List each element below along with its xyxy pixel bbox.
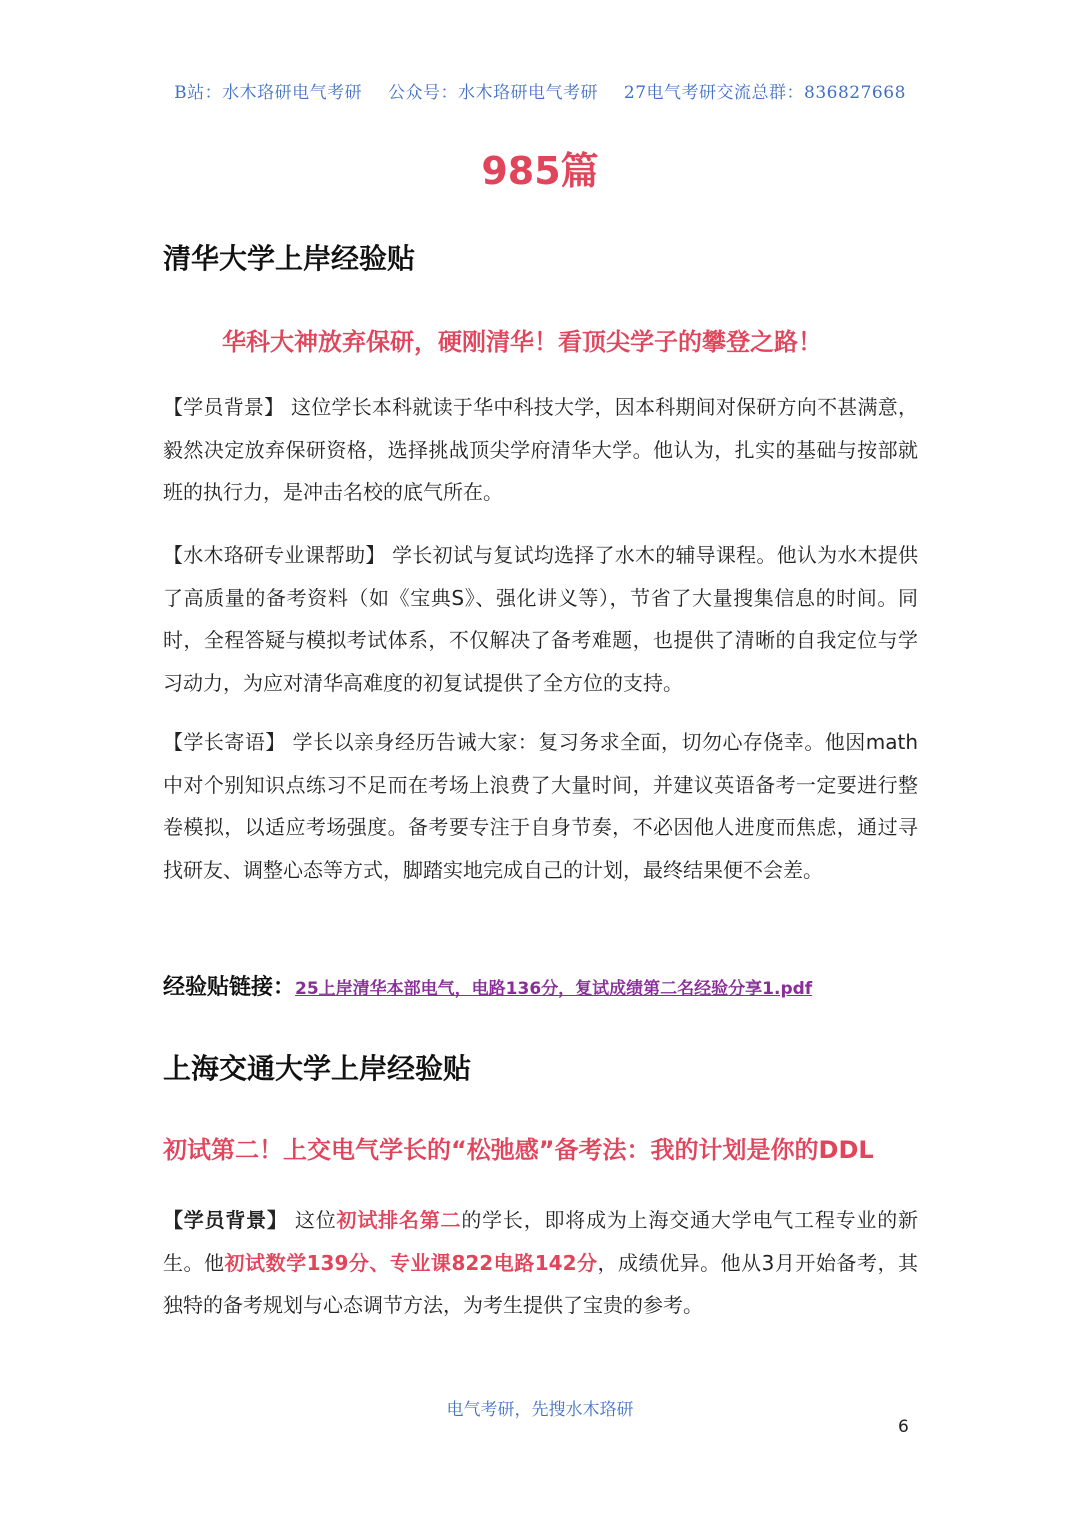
section-title-sjtu: 上海交通大学上岸经验贴 (163, 1052, 472, 1085)
link-label: 经验贴链接： (163, 975, 296, 1000)
text-b: 的学长，即将成为上海交通大学电气工程专业的新生。他 (163, 1208, 919, 1275)
paragraph-background-2 (163, 1199, 918, 1327)
experience-pdf-link[interactable]: 25上岸清华本部电气，电路136分，复试成绩第二名经验分享1.pdf (295, 979, 813, 999)
text-a: 这位 (287, 1208, 337, 1232)
page-number: 6 (898, 1417, 909, 1437)
paragraph-help (163, 534, 918, 704)
header-group: 27电气考研交流总群：836827668 (623, 83, 906, 103)
label-message: 【学长寄语】 (163, 730, 286, 754)
text-help: 学长初试与复试均选择了水木的辅导课程。他认为水木提供了高质量的备考资料（如《宝典S》、强化讲义等），节省了大量搜集信息的时间。同时，全程答疑与模拟考试体系，不仅解决了备考难题，也提供了清晰的自我定位与学习动力，为应对清华高难度的初复试提供了全方位的支持。 (163, 543, 919, 695)
text-c: ，成绩优异。他从3月开始备考，其独特的备考规划与心态调节方法，为考生提供了宝贵的参考。 (163, 1250, 918, 1317)
page-footer: 电气考研，先搜水木珞研 (446, 1400, 634, 1420)
text-background: 这位学长本科就读于华中科技大学，因本科期间对保研方向不甚满意，毅然决定放弃保研资格，选择挑战顶尖学府清华大学。他认为，扎实的基础与按部就班的执行力，是冲击名校的底气所在。 (163, 395, 919, 504)
subtitle-sjtu: 初试第二！上交电气学长的“松弛感”备考法：我的计划是你的DDL (163, 1136, 874, 1164)
label-background: 【学员背景】 (163, 395, 285, 419)
subtitle-tsinghua: 华科大神放弃保研，硬刚清华！看顶尖学子的攀登之路！ (222, 328, 822, 356)
section-title-tsinghua: 清华大学上岸经验贴 (163, 242, 416, 275)
paragraph-message (163, 721, 918, 891)
label-background-2: 【学员背景】 (163, 1208, 288, 1232)
header-wechat: 公众号：水木珞研电气考研 (388, 83, 598, 103)
experience-link-line (163, 970, 812, 1001)
page-header (0, 78, 1080, 103)
highlight-rank: 初试排名第二 (336, 1208, 462, 1232)
highlight-scores: 初试数学139分、专业课822电路142分 (224, 1250, 598, 1275)
main-title: 985篇 (481, 149, 599, 193)
label-help: 【水木珞研专业课帮助】 (163, 543, 386, 567)
text-message: 学长以亲身经历告诫大家：复习务求全面，切勿心存侥幸。他因math中对个别知识点练习不足而在考场上浪费了大量时间，并建议英语备考一定要进行整卷模拟，以适应考场强度。备考要专注于自身节奏，不必因他人进度而焦虑，通过寻找研友、调整心态等方式，脚踏实地完成自己的计划，最终结果便不会差。 (163, 730, 918, 882)
paragraph-background-1 (163, 386, 918, 514)
header-bilibili: B站：水木珞研电气考研 (174, 83, 363, 103)
